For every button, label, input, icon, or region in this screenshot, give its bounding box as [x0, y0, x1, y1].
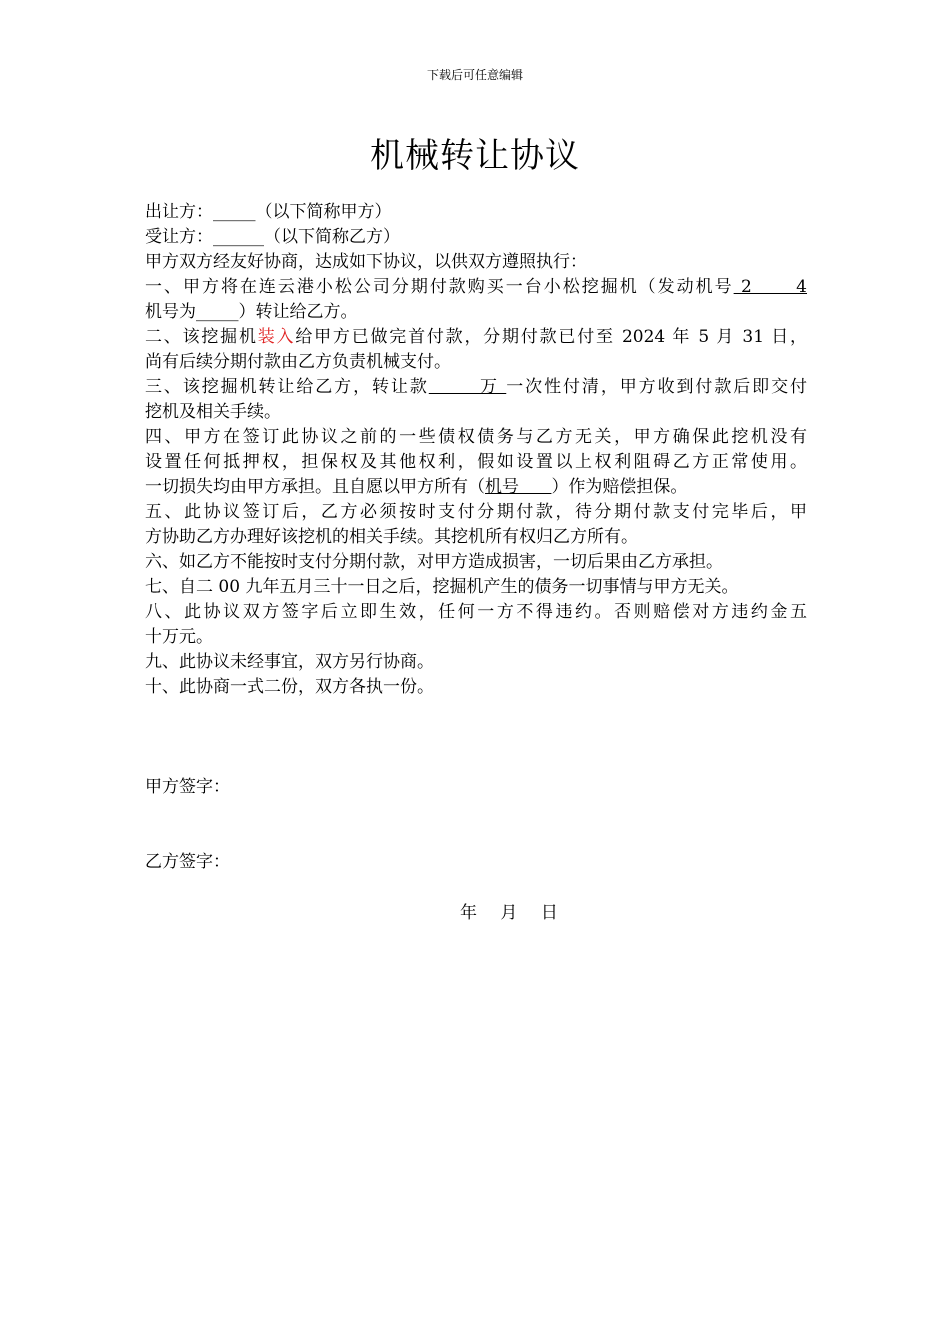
line-text: 十万元。: [145, 627, 213, 647]
agreement-line: [145, 250, 807, 275]
document-title: 机械转让协议: [370, 136, 580, 176]
line-text: 方协助乙方办理好该挖机的相关手续。其挖机所有权归乙方所有。: [145, 527, 638, 547]
line-text: 尚有后续分期付款由乙方负责机械支付。: [145, 352, 451, 372]
line-text: 机号为: [145, 302, 196, 322]
agreement-line: [145, 625, 807, 650]
line-text: 六、如乙方不能按时支付分期付款，对甲方造成损害，一切后果由乙方承担。: [145, 552, 723, 572]
line-text: 三、该挖掘机转让给乙方，转让款: [145, 377, 429, 397]
agreement-line: [145, 350, 807, 375]
date-day: 日: [540, 903, 558, 923]
agreement-line: [145, 525, 807, 550]
line-text: ）作为赔偿担保。: [551, 477, 688, 497]
line-text: 挖机及相关手续。: [145, 402, 281, 422]
line-text: 一次性付清，甲方收到付款后即交付: [506, 377, 808, 397]
date-month: 月: [500, 903, 518, 923]
line-text: 一切损失均由甲方承担。且自愿以甲方所有（: [145, 477, 485, 497]
line-text: 八、此协议双方签字后立即生效，任何一方不得违约。否则赔偿对方违约金五: [145, 602, 807, 622]
agreement-line: [145, 375, 807, 400]
agreement-line: [145, 575, 807, 600]
line-text: 九、此协议未经事宜，双方另行协商。: [145, 652, 434, 672]
agreement-line: [145, 450, 807, 475]
line-text: 出让方：: [145, 202, 213, 222]
line-text: 二、该挖掘机: [145, 327, 258, 347]
line-text: _____: [196, 302, 239, 322]
line-text: 五、此协议签订后，乙方必须按时支付分期付款，待分期付款支付完毕后，甲: [145, 502, 807, 522]
agreement-line: [145, 500, 807, 525]
line-text: 一、甲方将在连云港小松公司分期付款购买一台小松挖掘机（发动机号: [145, 277, 734, 297]
line-text: ）转让给乙方。: [238, 302, 358, 322]
date-line: [460, 898, 558, 923]
line-text: 受让方：: [145, 227, 213, 247]
agreement-line: [145, 425, 807, 450]
date-year: 年: [460, 903, 477, 923]
party-b-signature-label: 乙方签字：: [145, 852, 230, 872]
agreement-line: [145, 325, 807, 350]
underlined-field: 机号: [485, 477, 552, 497]
agreement-body: [145, 200, 807, 700]
line-text: （以下简称甲方）: [255, 202, 392, 222]
page-header: 下载后可任意编辑: [426, 68, 523, 82]
line-text: 设置任何抵押权，担保权及其他权利，假如设置以上权利阻碍乙方正常使用。: [145, 452, 807, 472]
party-a-signature-label: 甲方签字：: [145, 777, 230, 797]
agreement-line: [145, 300, 807, 325]
agreement-line: [145, 475, 807, 500]
line-text: _____: [213, 202, 256, 222]
agreement-line: [145, 675, 807, 700]
agreement-line: [145, 600, 807, 625]
agreement-line: [145, 200, 807, 225]
agreement-line: [145, 400, 807, 425]
agreement-line: [145, 225, 807, 250]
agreement-line: [145, 650, 807, 675]
line-text: 甲方双方经友好协商，达成如下协议，以供双方遵照执行：: [145, 252, 587, 272]
line-text: （以下简称乙方）: [264, 227, 400, 247]
line-text: 十、此协商一式二份，双方各执一份。: [145, 677, 434, 697]
agreement-line: [145, 550, 807, 575]
line-text: 四、甲方在签订此协议之前的一些债权债务与乙方无关，甲方确保此挖机没有: [145, 427, 807, 447]
agreement-line: [145, 275, 807, 300]
line-text: ______: [213, 227, 264, 247]
underlined-field: 2 4: [733, 277, 807, 297]
line-text: 七、自二 00 九年五月三十一日之后，挖掘机产生的债务一切事情与甲方无关。: [145, 577, 739, 597]
highlighted-text: 装入: [257, 327, 296, 347]
line-text: 给甲方已做完首付款，分期付款已付至 2024 年 5 月 31 日，: [295, 327, 808, 347]
underlined-field: 万: [428, 377, 507, 397]
